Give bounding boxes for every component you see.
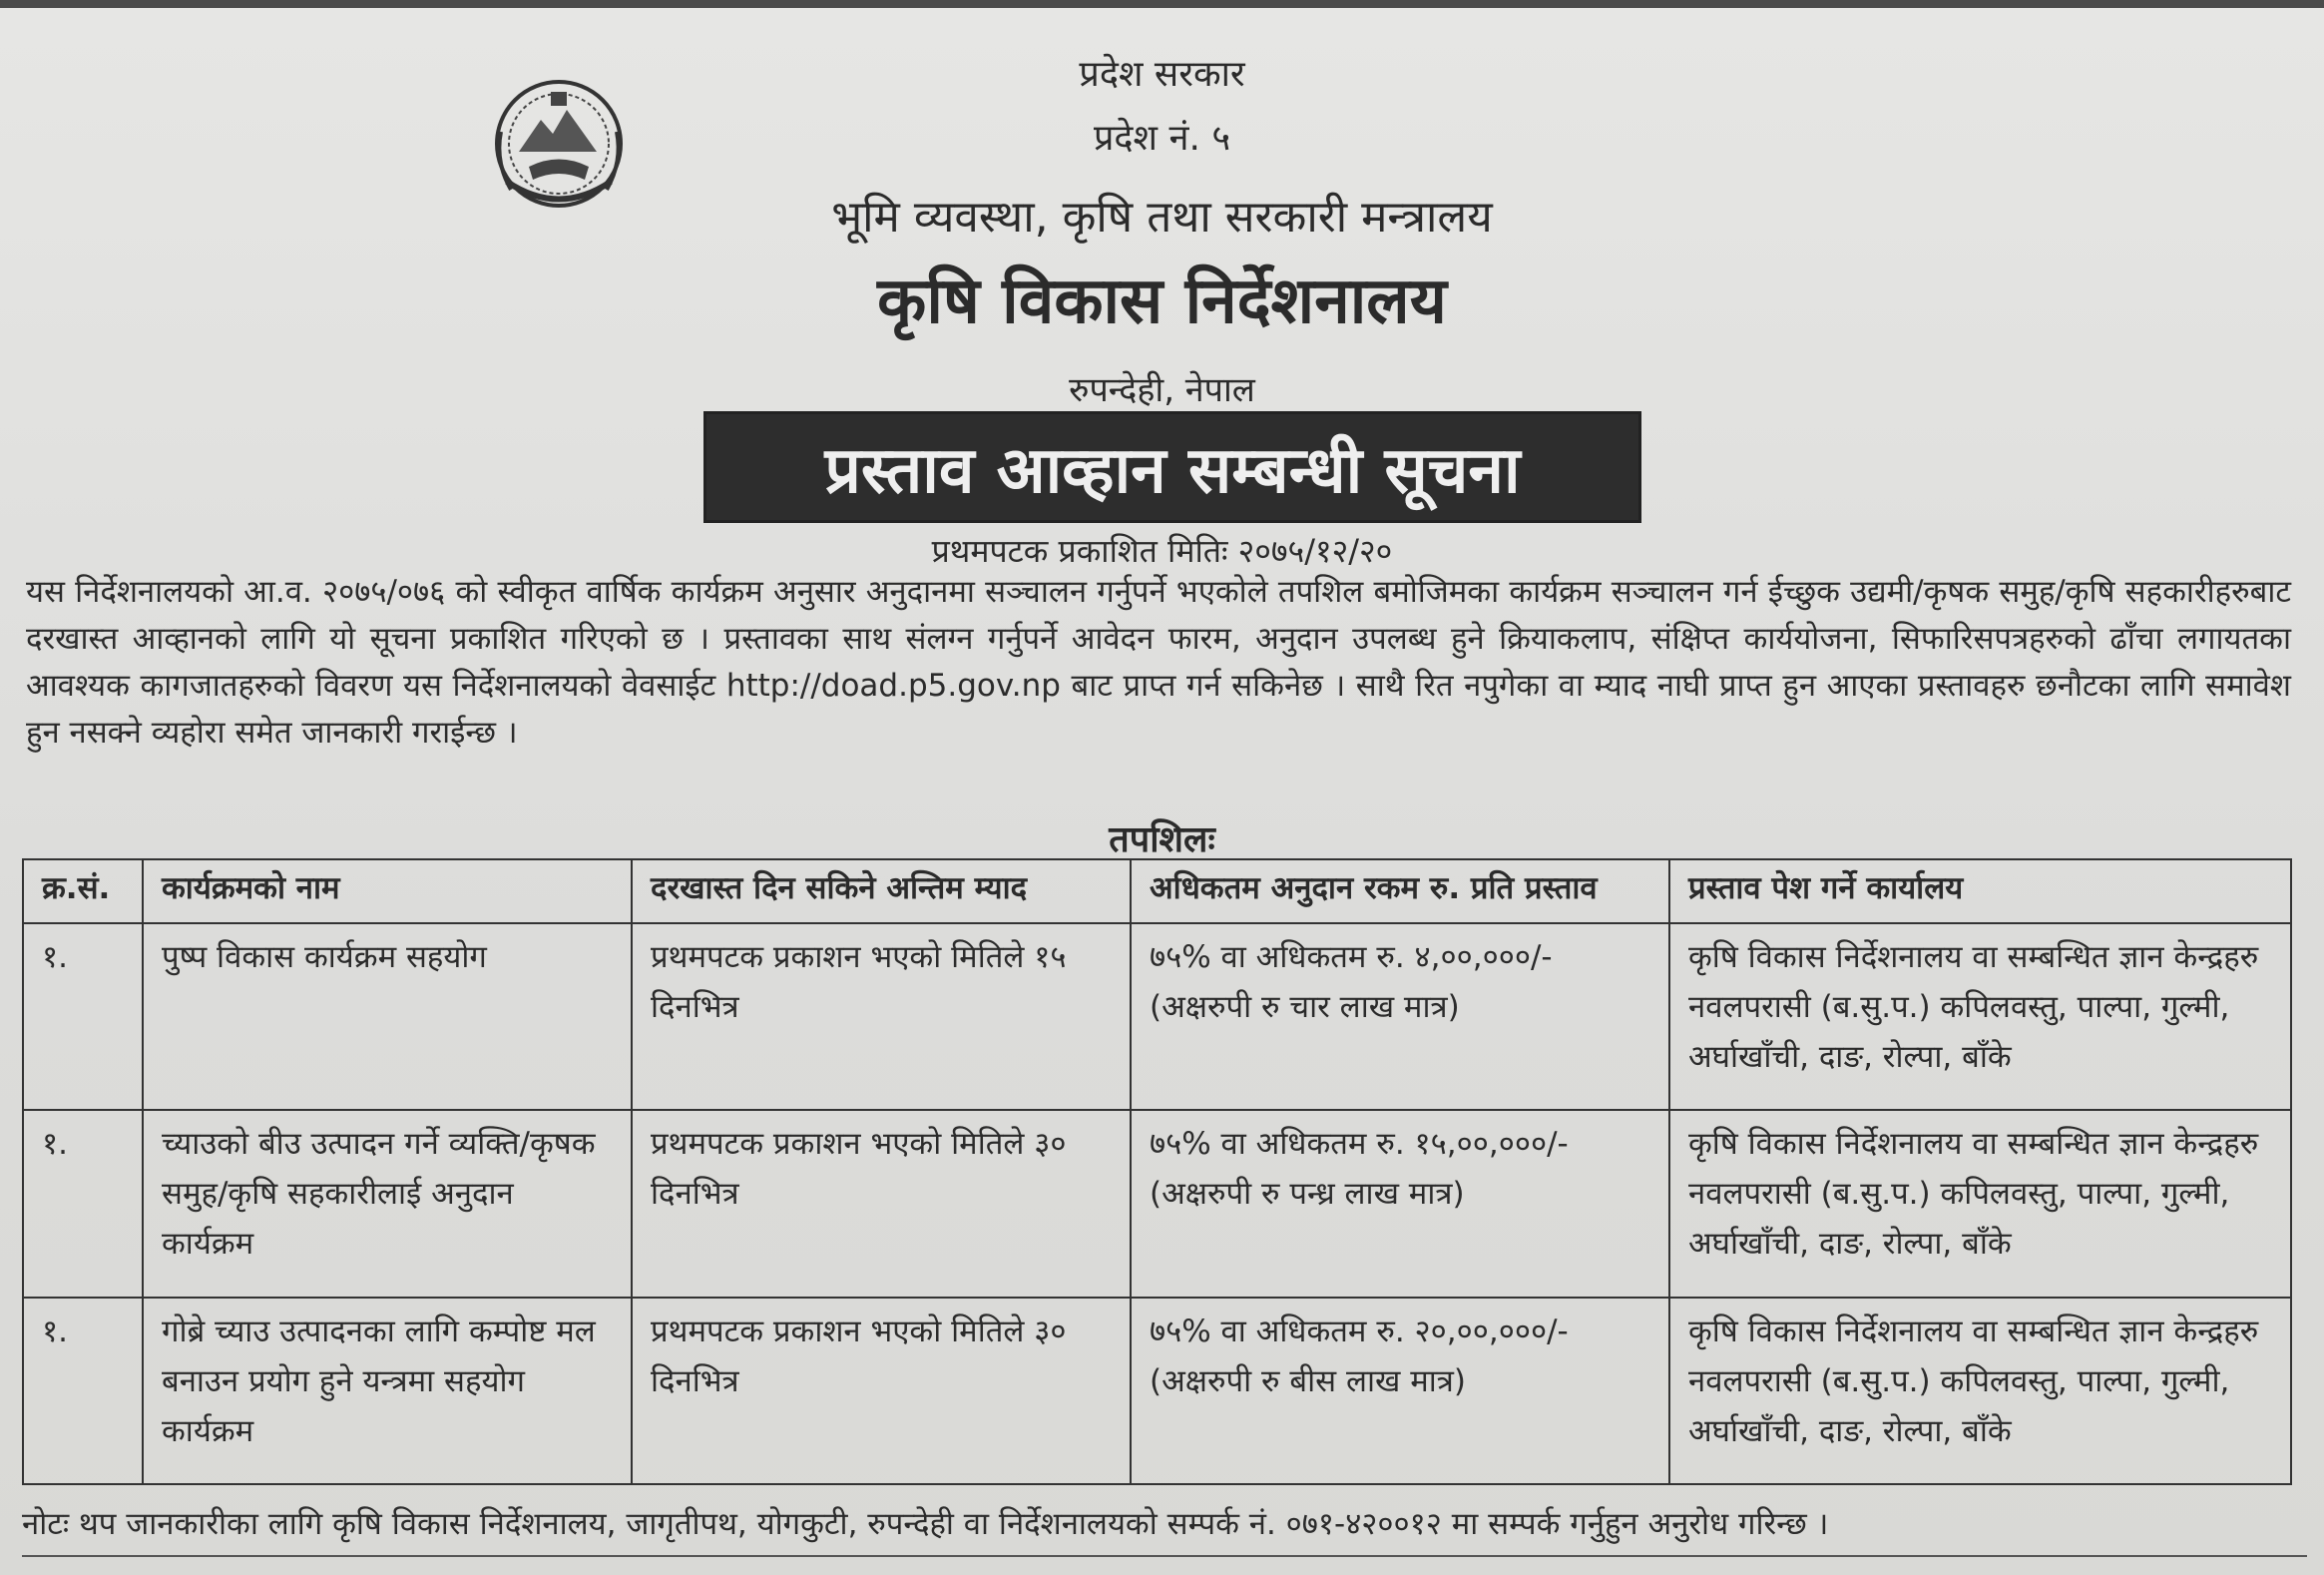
- program-cell: च्याउको बीउ उत्पादन गर्ने व्यक्ति/कृषक समुह/कृषि सहकारीलाई अनुदान कार्यक्रम: [143, 1110, 632, 1297]
- ministry-name: भूमि व्यवस्था, कृषि तथा सरकारी मन्त्रालय: [831, 192, 1493, 243]
- program-cell: गोब्रे च्याउ उत्पादनका लागि कम्पोष्ट मल बनाउन प्रयोग हुने यन्त्रमा सहयोग कार्यक्रम: [143, 1298, 632, 1484]
- header-deadline: दरखास्त दिन सकिने अन्तिम म्याद: [632, 859, 1131, 923]
- serial-cell: १.: [23, 1110, 143, 1297]
- program-table: [22, 858, 2292, 1485]
- office-cell: कृषि विकास निर्देशनालय वा सम्बन्धित ज्ञान केन्द्रहरु नवलपरासी (ब.सु.प.) कपिलवस्तु, पाल्पा, गुल्मी, अर्घाखाँची, दाङ, रोल्पा, बाँके: [1669, 1110, 2291, 1297]
- header-office: प्रस्ताव पेश गर्ने कार्यालय: [1669, 859, 2291, 923]
- province-label: प्रदेश नं. ५: [1093, 118, 1231, 159]
- government-label: प्रदेश सरकार: [1079, 54, 1245, 95]
- bottom-rule: [22, 1555, 2307, 1557]
- footer-note: नोटः थप जानकारीका लागि कृषि विकास निर्देशनालय, जागृतीपथ, योगकुटी, रुपन्देही वा निर्देशनालयको सम्पर्क नं. ०७१-४२००१२ मा सम्पर्क गर्नुहुन अनुरोध गरिन्छ ।: [22, 1506, 1829, 1542]
- amount-cell: ७५% वा अधिकतम रु. ४,००,०००/- (अक्षरुपी रु चार लाख मात्र): [1131, 923, 1669, 1110]
- header-program-name: कार्यक्रमको नाम: [143, 859, 632, 923]
- table-row: [23, 1110, 2291, 1297]
- header-grant-amount: अधिकतम अनुदान रकम रु. प्रति प्रस्ताव: [1131, 859, 1669, 923]
- amount-cell: ७५% वा अधिकतम रु. २०,००,०००/- (अक्षरुपी रु बीस लाख मात्र): [1131, 1298, 1669, 1484]
- top-border: [0, 0, 2324, 8]
- office-cell: कृषि विकास निर्देशनालय वा सम्बन्धित ज्ञान केन्द्रहरु नवलपरासी (ब.सु.प.) कपिलवस्तु, पाल्पा, गुल्मी, अर्घाखाँची, दाङ, रोल्पा, बाँके: [1669, 1298, 2291, 1484]
- details-heading: तपशिलः: [1109, 819, 1215, 860]
- deadline-cell: प्रथमपटक प्रकाशन भएको मितिले ३० दिनभित्र: [632, 1298, 1131, 1484]
- intro-paragraph: यस निर्देशनालयको आ.व. २०७५/०७६ को स्वीकृत वार्षिक कार्यक्रम अनुसार अनुदानमा सञ्चालन गर्नुपर्ने भएकोले तपशिल बमोजिमका कार्यक्रम सञ्चालन गर्न ईच्छुक उद्यमी/कृषक समुह/कृषि सहकारीहरुबाट दरखास्त आव्हानको लागि यो सूचना प्रकाशित गरिएको छ । प्रस्तावका साथ संलग्न गर्नुपर्ने आवेदन फारम, अनुदान उपलब्ध हुने क्रियाकलाप, संक्षिप्त कार्ययोजना, सिफारिसपत्रहरुको ढाँचा लगायतका आवश्यक कागजातहरुको विवरण यस निर्देशनालयको वेवसाईट http://doad.p5.gov.np बाट प्राप्त गर्न सकिनेछ । साथै रित नपुगेका वा म्याद नाघी प्राप्त हुन आएका प्रस्तावहरु छनौटका लागि समावेश हुन नसक्ने व्यहोरा समेत जानकारी गराईन्छ ।: [26, 574, 2291, 751]
- amount-cell: ७५% वा अधिकतम रु. १५,००,०००/- (अक्षरुपी रु पन्ध्र लाख मात्र): [1131, 1110, 1669, 1297]
- table-row: [23, 923, 2291, 1110]
- serial-cell: १.: [23, 1298, 143, 1484]
- program-cell: पुष्प विकास कार्यक्रम सहयोग: [143, 923, 632, 1110]
- table-header-row: [23, 859, 2291, 923]
- header-serial: क्र.सं.: [23, 859, 143, 923]
- serial-cell: १.: [23, 923, 143, 1110]
- table-row: [23, 1298, 2291, 1484]
- notice-title: प्रस्ताव आव्हान सम्बन्धी सूचना: [703, 411, 1641, 523]
- published-date: प्रथमपटक प्रकाशित मितिः २०७५/१२/२०: [931, 532, 1393, 570]
- directorate-name: कृषि विकास निर्देशनालय: [877, 264, 1447, 338]
- location-label: रुपन्देही, नेपाल: [1069, 370, 1255, 410]
- office-cell: कृषि विकास निर्देशनालय वा सम्बन्धित ज्ञान केन्द्रहरु नवलपरासी (ब.सु.प.) कपिलवस्तु, पाल्पा, गुल्मी, अर्घाखाँची, दाङ, रोल्पा, बाँके: [1669, 923, 2291, 1110]
- deadline-cell: प्रथमपटक प्रकाशन भएको मितिले १५ दिनभित्र: [632, 923, 1131, 1110]
- deadline-cell: प्रथमपटक प्रकाशन भएको मितिले ३० दिनभित्र: [632, 1110, 1131, 1297]
